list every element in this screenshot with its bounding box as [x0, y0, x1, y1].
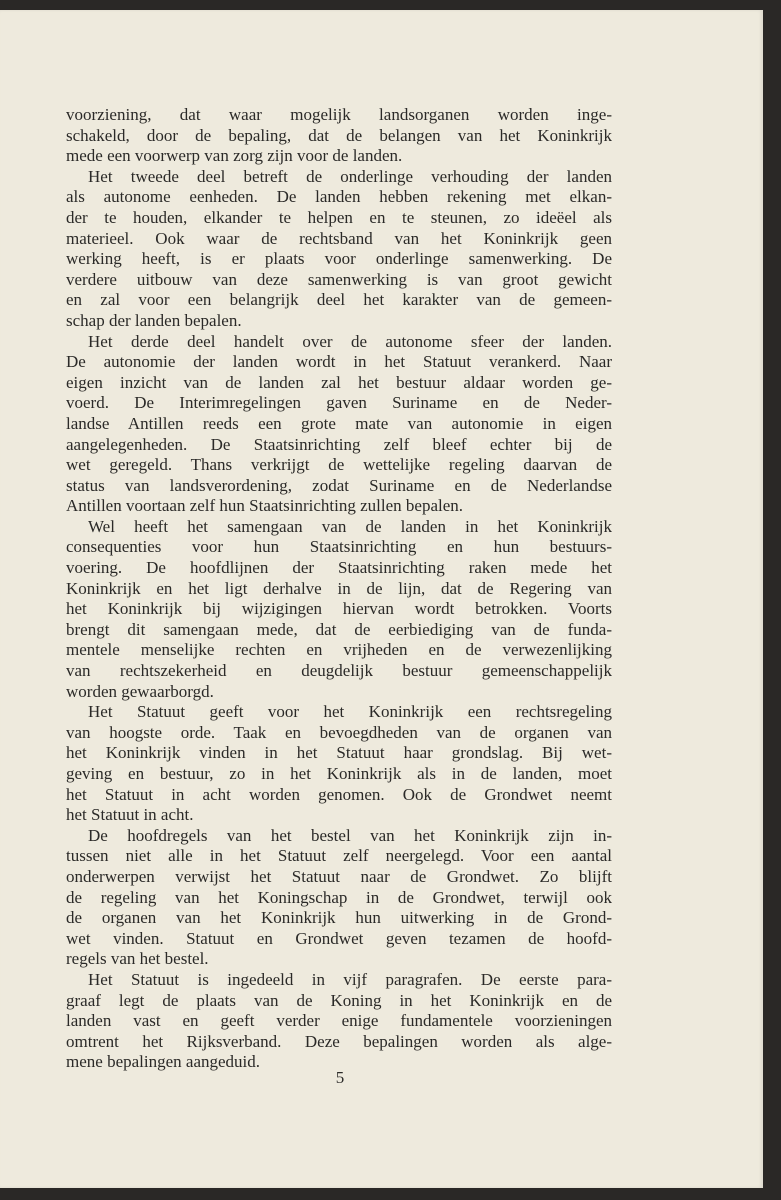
text-line: van rechtszekerheid en deugdelijk bestuur gemeenschappelijk: [66, 661, 612, 681]
text-line: wet geregeld. Thans verkrijgt de wettelijke regeling daarvan de: [66, 455, 612, 475]
text-line: schap der landen bepalen.: [66, 310, 242, 330]
text-line: Het derde deel handelt over de autonome sfeer der landen.: [88, 331, 612, 351]
text-line: Antillen voortaan zelf hun Staatsinrichting zullen bepalen.: [66, 496, 464, 516]
text-line: eigen inzicht van de landen zal het bestuur aldaar worden ge-: [66, 372, 612, 392]
paragraph: [66, 105, 612, 167]
text-line: mentele menselijke rechten en vrijheden en de verwezenlijking: [66, 640, 612, 660]
text-line: verdere uitbouw van deze samenwerking is van groot gewicht: [66, 269, 612, 289]
paragraph: [66, 970, 612, 1073]
text-line: mede een voorwerp van zorg zijn voor de landen.: [66, 146, 403, 166]
text-line: het Statuut in acht.: [66, 805, 194, 825]
text-line: brengt dit samengaan mede, dat de eerbiediging van de funda-: [66, 619, 612, 639]
text-line: regels van het bestel.: [66, 949, 209, 969]
text-line: omtrent het Rijksverband. Deze bepalingen worden als alge-: [66, 1031, 612, 1051]
text-line: graaf legt de plaats van de Koning in het Koninkrijk en de: [66, 990, 612, 1010]
text-line: voering. De hoofdlijnen der Staatsinrichting raken mede het: [66, 558, 612, 578]
text-line: mene bepalingen aangeduid.: [66, 1052, 261, 1072]
text-line: wet vinden. Statuut en Grondwet geven tezamen de hoofd-: [66, 928, 612, 948]
text-line: geving en bestuur, zo in het Koninkrijk als in de landen, moet: [66, 764, 612, 783]
book-page: [0, 10, 763, 1188]
text-line: en zal voor een belangrijk deel het karakter van de gemeen-: [66, 290, 612, 310]
text-line: Het Statuut geeft voor het Koninkrijk een rechtsregeling: [88, 702, 612, 722]
text-line: Het tweede deel betreft de onderlinge verhouding der landen: [88, 166, 612, 186]
text-line: voerd. De Interimregelingen gaven Suriname en de Neder-: [66, 393, 612, 413]
text-line: voorziening, dat waar mogelijk landsorganen worden inge-: [66, 105, 612, 124]
text-line: werking heeft, is er plaats voor onderlinge samenwerking. De: [66, 249, 612, 269]
text-line: consequenties voor hun Staatsinrichting en hun bestuurs-: [66, 537, 612, 557]
text-line: schakeld, door de bepaling, dat de belangen van het Koninkrijk: [66, 125, 612, 145]
text-line: het Statuut in acht worden genomen. Ook de Grondwet neemt: [66, 784, 612, 804]
paragraph: [66, 517, 612, 702]
text-line: der te houden, elkander te helpen en te steunen, zo ideëel als: [66, 207, 612, 227]
text-line: materieel. Ook waar de rechtsband van het Koninkrijk geen: [66, 228, 612, 248]
text-line: Koninkrijk en het ligt derhalve in de lijn, dat de Regering van: [66, 578, 612, 598]
paragraph: [66, 826, 612, 970]
text-line: De autonomie der landen wordt in het Statuut verankerd. Naar: [66, 352, 612, 372]
paragraph: [66, 167, 612, 332]
text-line: onderwerpen verwijst het Statuut naar de Grondwet. Zo blijft: [66, 866, 612, 886]
text-line: als autonome eenheden. De landen hebben rekening met elkan-: [66, 187, 612, 207]
body-text: [66, 105, 612, 1073]
text-line: het Koninkrijk vinden in het Statuut haar grondslag. Bij wet-: [66, 743, 612, 763]
text-line: het Koninkrijk bij wijzigingen hiervan wordt betrokken. Voorts: [66, 599, 612, 619]
text-line: de regeling van het Koningschap in de Grondwet, terwijl ook: [66, 887, 612, 907]
text-line: status van landsverordening, zodat Suriname en de Nederlandse: [66, 475, 612, 495]
text-line: De hoofdregels van het bestel van het Koninkrijk zijn in-: [88, 825, 612, 845]
text-line: Wel heeft het samengaan van de landen in het Koninkrijk: [88, 516, 612, 536]
paragraph: [66, 702, 612, 826]
text-line: landse Antillen reeds een grote mate van autonomie in eigen: [66, 413, 612, 433]
text-line: Het Statuut is ingedeeld in vijf paragrafen. De eerste para-: [88, 969, 612, 989]
text-line: aangelegenheden. De Staatsinrichting zelf bleef echter bij de: [66, 434, 612, 454]
text-line: landen vast en geeft verder enige fundamentele voorzieningen: [66, 1011, 612, 1031]
text-line: de organen van het Koninkrijk hun uitwerking in de Grond-: [66, 908, 612, 928]
paragraph: [66, 332, 612, 517]
text-line: worden gewaarborgd.: [66, 681, 214, 701]
page-number: 5: [335, 1068, 345, 1087]
text-line: van hoogste orde. Taak en bevoegdheden van de organen van: [66, 722, 612, 742]
text-line: tussen niet alle in het Statuut zelf neergelegd. Voor een aantal: [66, 846, 612, 866]
